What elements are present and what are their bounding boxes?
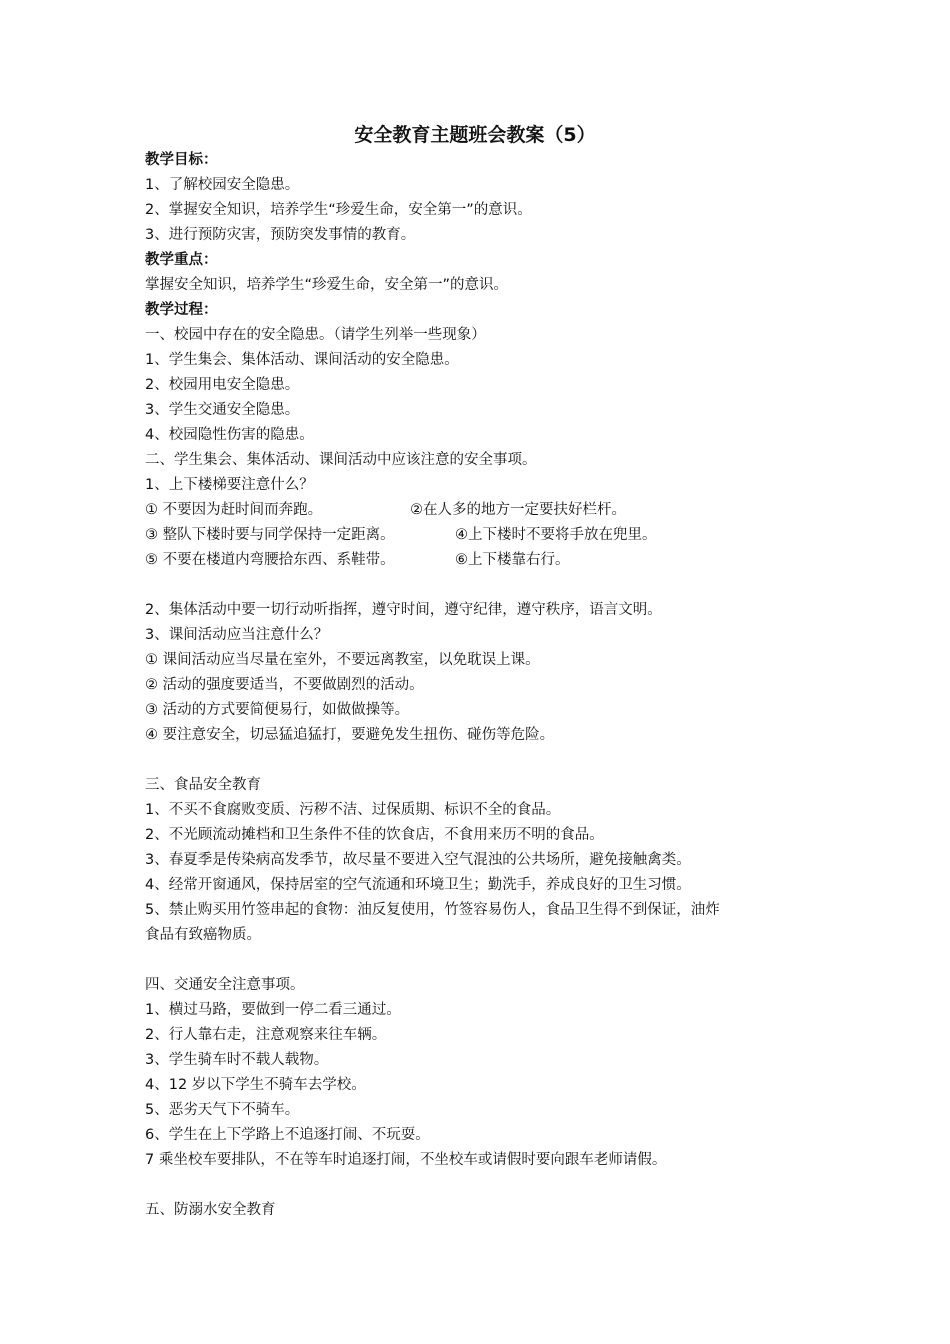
list-item: ④ 要注意安全，切忌猛追猛打，要避免发生扭伤、碰伤等危险。 [145, 727, 555, 743]
part-heading: 五、防溺水安全教育 [145, 1202, 276, 1218]
list-item: 3、课间活动应当注意什么？ [145, 627, 329, 643]
list-item-continuation: 食品有致癌物质。 [145, 927, 261, 943]
section-heading-key-points: 教学重点： [145, 252, 218, 268]
list-item: 7 乘坐校车要排队，不在等车时追逐打闹，不坐校车或请假时要向跟车老师请假。 [145, 1152, 667, 1168]
list-item: ④上下楼时不要将手放在兜里。 [455, 527, 657, 543]
list-item-pair [145, 548, 825, 573]
list-item: ②在人多的地方一定要扶好栏杆。 [410, 502, 626, 518]
list-item: 1、横过马路，要做到一停二看三通过。 [145, 1002, 401, 1018]
section-heading-process: 教学过程： [145, 302, 218, 318]
list-item: 3、学生交通安全隐患。 [145, 402, 300, 418]
list-item: ③ 整队下楼时要与同学保持一定距离。 [145, 527, 395, 543]
list-item: 3、学生骑车时不载人载物。 [145, 1052, 329, 1068]
key-point-text: 掌握安全知识，培养学生“珍爱生命，安全第一”的意识。 [145, 277, 509, 293]
list-item: 6、学生在上下学路上不追逐打闹、不玩耍。 [145, 1127, 430, 1143]
list-item: ⑥上下楼靠右行。 [455, 552, 570, 568]
part-heading: 三、食品安全教育 [145, 777, 261, 793]
list-item-pair [145, 523, 825, 548]
list-item: ② 活动的强度要适当，不要做剧烈的活动。 [145, 677, 424, 693]
list-item: 4、12 岁以下学生不骑车去学校。 [145, 1077, 366, 1093]
list-item: 1、上下楼梯要注意什么？ [145, 477, 314, 493]
list-item: 5、恶劣天气下不骑车。 [145, 1102, 300, 1118]
list-item: 2、校园用电安全隐患。 [145, 377, 300, 393]
objective-item: 2、掌握安全知识，培养学生“珍爱生命，安全第一”的意识。 [145, 202, 532, 218]
list-item: 3、春夏季是传染病高发季节，故尽量不要进入空气混浊的公共场所，避免接触禽类。 [145, 852, 691, 868]
list-item: 5、禁止购买用竹签串起的食物：油反复使用，竹签容易伤人，食品卫生得不到保证，油炸 [145, 902, 720, 918]
part-heading: 一、校园中存在的安全隐患。（请学生列举一些现象） [145, 327, 486, 343]
document-body [145, 148, 825, 1223]
document-title: 安全教育主题班会教案（5） [354, 124, 596, 146]
list-item: ① 不要因为赶时间而奔跑。 [145, 502, 323, 518]
list-item: 1、学生集会、集体活动、课间活动的安全隐患。 [145, 352, 459, 368]
list-item: ③ 活动的方式要简便易行，如做做操等。 [145, 702, 410, 718]
list-item: 4、经常开窗通风，保持居室的空气流通和环境卫生；勤洗手，养成良好的卫生习惯。 [145, 877, 691, 893]
list-item: 2、行人靠右走，注意观察来往车辆。 [145, 1027, 387, 1043]
objective-item: 1、了解校园安全隐患。 [145, 177, 300, 193]
list-item: ⑤ 不要在楼道内弯腰拾东西、系鞋带。 [145, 552, 395, 568]
list-item-pair [145, 498, 825, 523]
list-item: 2、集体活动中要一切行动听指挥，遵守时间，遵守纪律，遵守秩序，语言文明。 [145, 602, 662, 618]
list-item: ① 课间活动应当尽量在室外，不要远离教室，以免耽误上课。 [145, 652, 540, 668]
blank-line [145, 1173, 825, 1198]
blank-line [145, 948, 825, 973]
list-item: 1、不买不食腐败变质、污秽不洁、过保质期、标识不全的食品。 [145, 802, 561, 818]
list-item: 4、校园隐性伤害的隐患。 [145, 427, 314, 443]
part-heading: 二、学生集会、集体活动、课间活动中应该注意的安全事项。 [145, 452, 537, 468]
list-item: 2、不光顾流动摊档和卫生条件不佳的饮食店，不食用来历不明的食品。 [145, 827, 604, 843]
part-heading: 四、交通安全注意事项。 [145, 977, 305, 993]
blank-line [145, 573, 825, 598]
section-heading-objectives: 教学目标： [145, 152, 218, 168]
blank-line [145, 748, 825, 773]
objective-item: 3、进行预防灾害，预防突发事情的教育。 [145, 227, 416, 243]
